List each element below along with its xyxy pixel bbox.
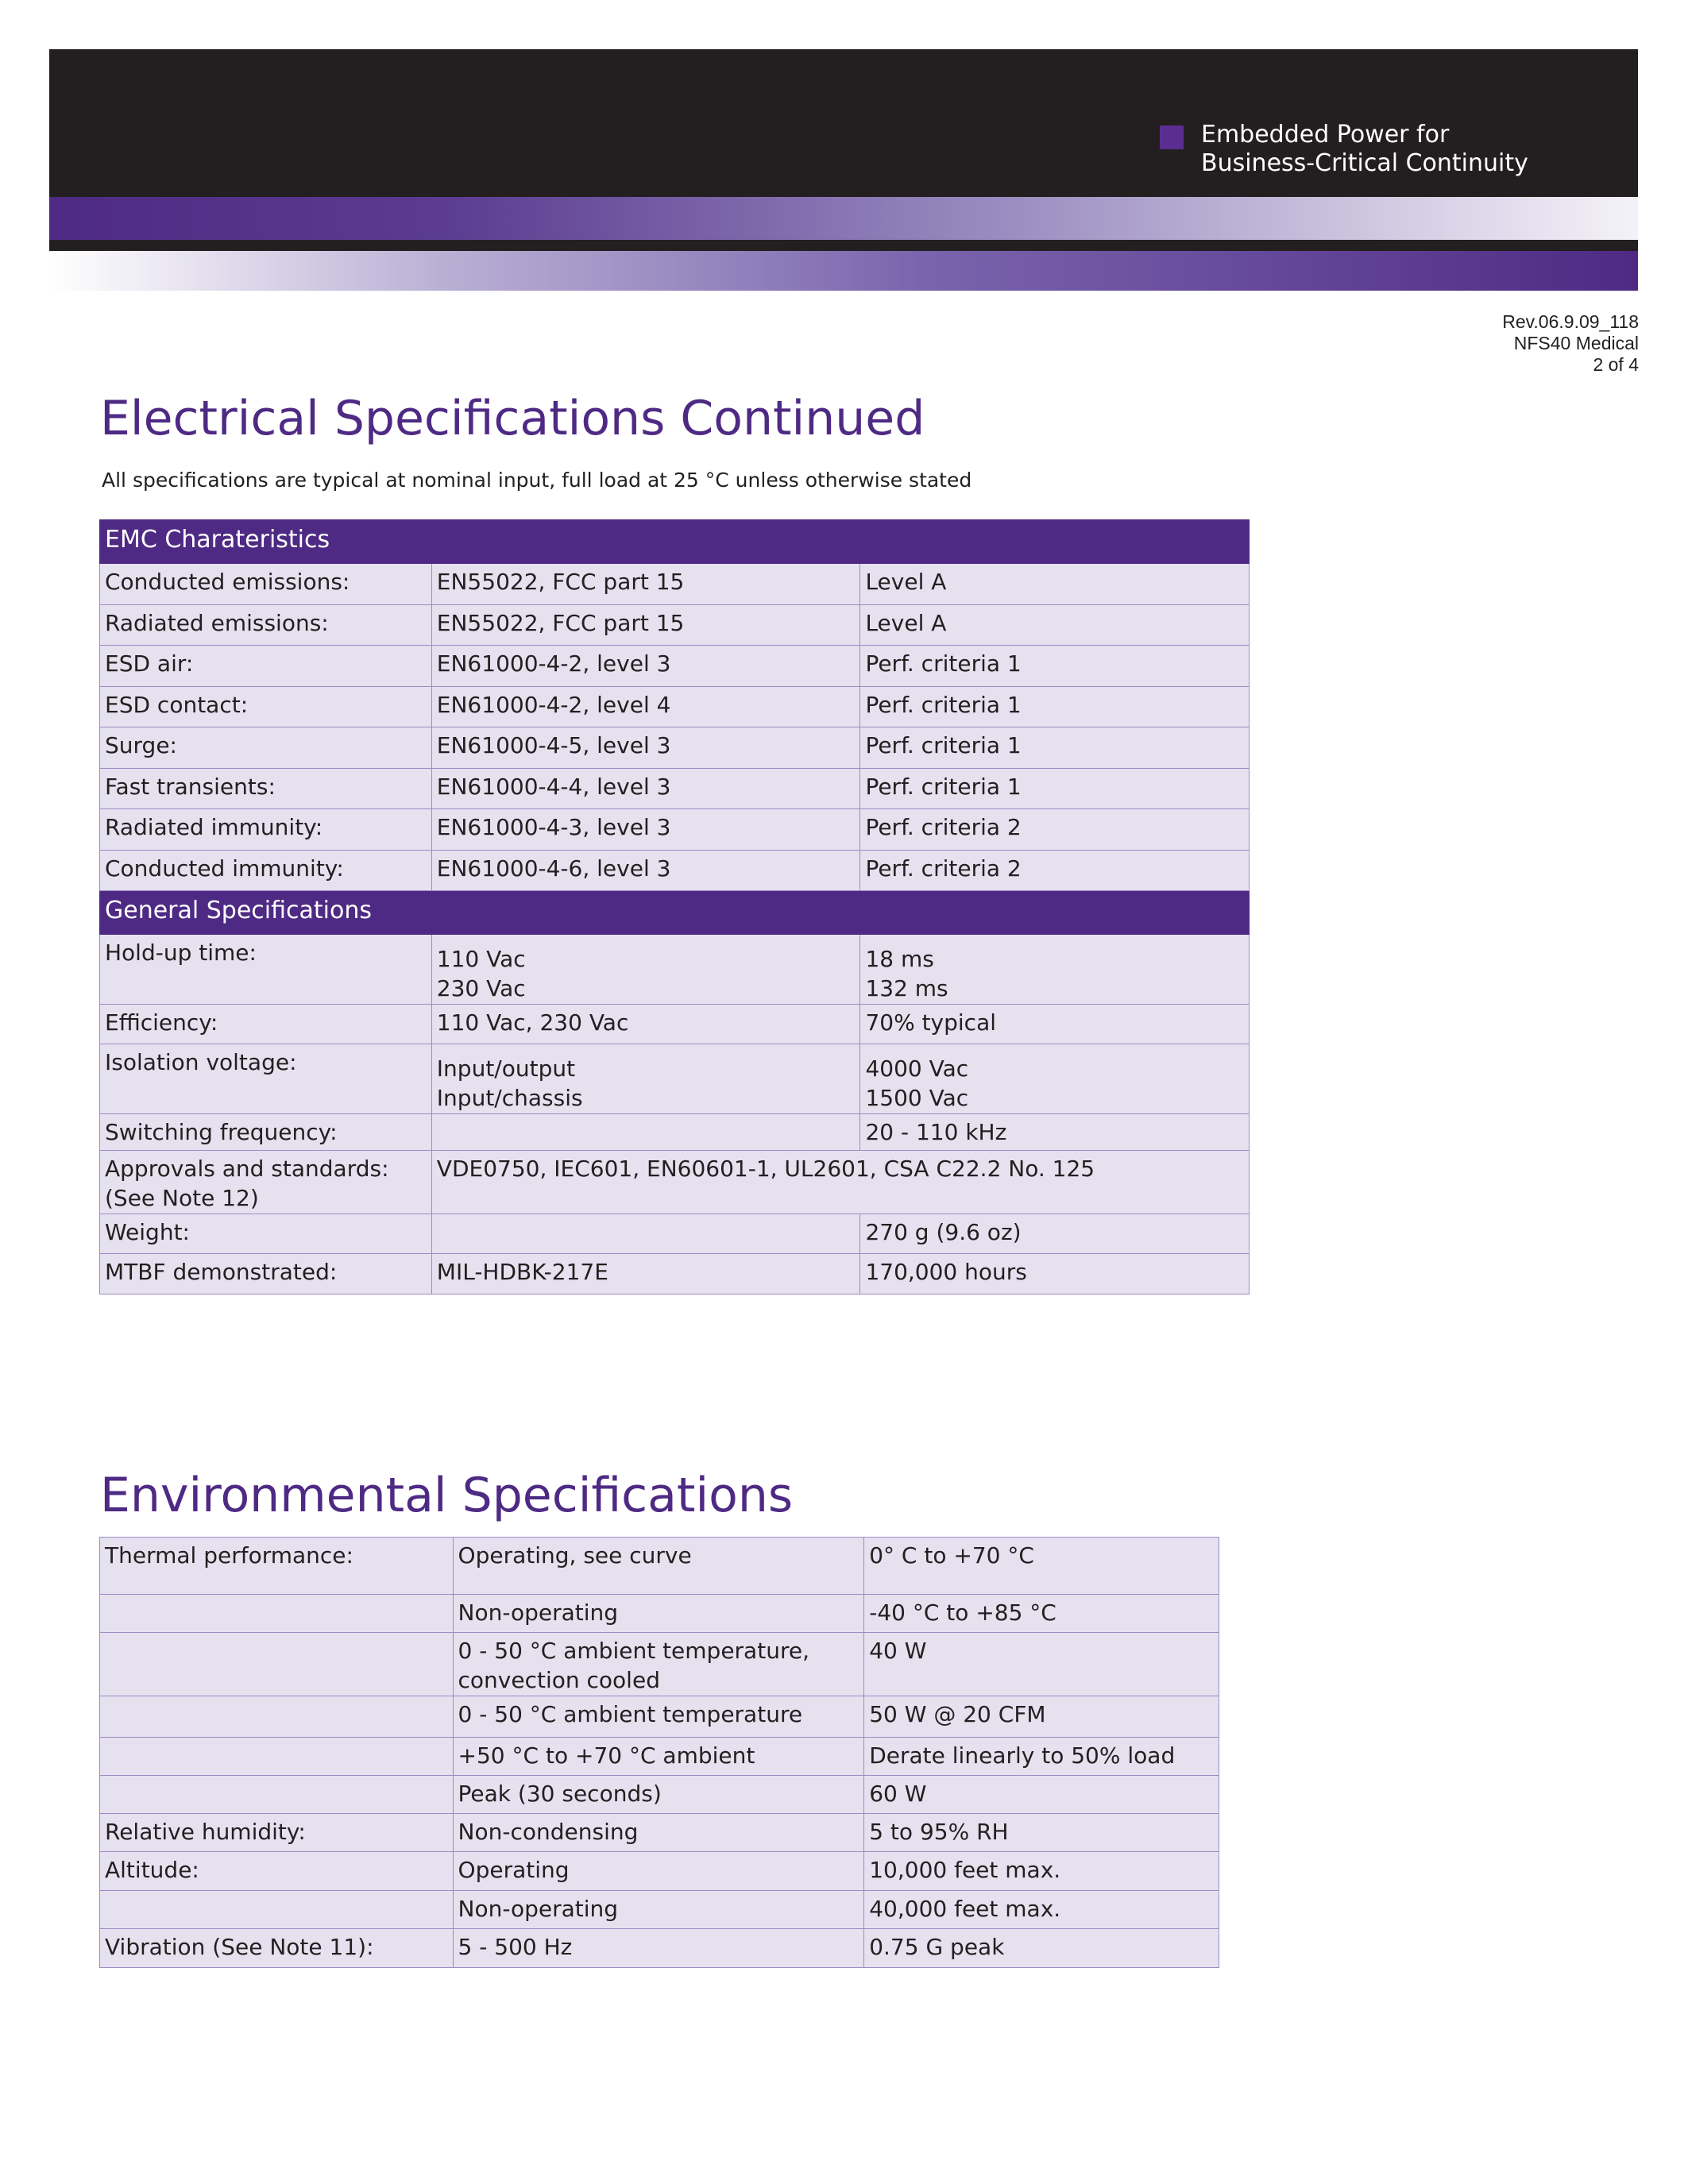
spec-value: 270 g (9.6 oz) — [860, 1214, 1250, 1254]
spec-standard: EN55022, FCC part 15 — [431, 564, 860, 605]
table-row — [100, 850, 1250, 891]
table-row — [100, 935, 1250, 1005]
spec-result: Perf. criteria 2 — [860, 809, 1250, 851]
spec-condition: Input/output Input/chassis — [431, 1044, 860, 1114]
spec-value: 0° C to +70 °C — [864, 1538, 1219, 1595]
spec-value: 20 - 110 kHz — [860, 1114, 1250, 1151]
spec-label: Conducted emissions: — [100, 564, 432, 605]
spec-label — [100, 1891, 454, 1929]
spec-standard: EN55022, FCC part 15 — [431, 604, 860, 646]
spec-value: 18 ms 132 ms — [860, 935, 1250, 1005]
environmental-spec-table — [99, 1537, 1219, 1968]
spec-condition: Non-operating — [453, 1595, 864, 1633]
table-row — [100, 646, 1250, 687]
spec-condition: 110 Vac 230 Vac — [431, 935, 860, 1005]
spec-label: Radiated immunity: — [100, 809, 432, 851]
spec-standard: EN61000-4-3, level 3 — [431, 809, 860, 851]
spec-condition: 110 Vac, 230 Vac — [431, 1005, 860, 1044]
spec-condition: Non-operating — [453, 1891, 864, 1929]
spec-value: 50 W @ 20 CFM — [864, 1696, 1219, 1738]
spec-condition: 0 - 50 °C ambient temperature — [453, 1696, 864, 1738]
table-row — [100, 1595, 1219, 1633]
spec-value: Derate linearly to 50% load — [864, 1738, 1219, 1776]
table-row — [100, 1538, 1219, 1595]
spec-result: Perf. criteria 1 — [860, 727, 1250, 769]
spec-standard: EN61000-4-5, level 3 — [431, 727, 860, 769]
table-row — [100, 1891, 1219, 1929]
section-header-general — [100, 891, 1250, 935]
tagline-line-1: Embedded Power for — [1201, 121, 1450, 149]
spec-label: Vibration (See Note 11): — [100, 1929, 454, 1968]
table-row — [100, 1114, 1250, 1151]
spec-label: Thermal performance: — [100, 1538, 454, 1595]
environmental-title: Environmental Specifications — [100, 1468, 794, 1523]
spec-label: Radiated emissions: — [100, 604, 432, 646]
header-gradient-bar-top — [49, 197, 1638, 240]
table-row — [100, 1696, 1219, 1738]
table-row — [100, 604, 1250, 646]
spec-label: Altitude: — [100, 1852, 454, 1891]
spec-result: Perf. criteria 1 — [860, 686, 1250, 727]
spec-label: ESD air: — [100, 646, 432, 687]
spec-value: 10,000 feet max. — [864, 1852, 1219, 1891]
spec-result: Level A — [860, 564, 1250, 605]
spec-value: 70% typical — [860, 1005, 1250, 1044]
spec-result: Level A — [860, 604, 1250, 646]
spec-condition — [431, 1214, 860, 1254]
product-name: NFS40 Medical — [1513, 333, 1639, 353]
section-header-emc — [100, 520, 1250, 564]
electrical-subtitle: All specifications are typical at nominal input, full load at 25 °C unless otherwise stated — [102, 469, 972, 492]
table-row — [100, 1929, 1219, 1968]
revision-code: Rev.06.9.09_118 — [1502, 311, 1639, 332]
section-title: General Specifications — [100, 891, 1250, 935]
header-gradient-bar-bottom — [49, 251, 1638, 291]
table-row — [100, 1151, 1250, 1214]
spec-condition — [431, 1114, 860, 1151]
table-row — [100, 809, 1250, 851]
spec-label: Surge: — [100, 727, 432, 769]
spec-label: Conducted immunity: — [100, 850, 432, 891]
table-row — [100, 1776, 1219, 1814]
electrical-spec-table — [99, 519, 1250, 1295]
tagline-line-2: Business-Critical Continuity — [1201, 149, 1528, 177]
spec-condition: 5 - 500 Hz — [453, 1929, 864, 1968]
table-row — [100, 1214, 1250, 1254]
table-row — [100, 768, 1250, 809]
spec-condition: MIL-HDBK-217E — [431, 1254, 860, 1295]
spec-value: 0.75 G peak — [864, 1929, 1219, 1968]
spec-label: Hold-up time: — [100, 935, 432, 1005]
table-row — [100, 1852, 1219, 1891]
spec-result: Perf. criteria 2 — [860, 850, 1250, 891]
spec-condition: Operating, see curve — [453, 1538, 864, 1595]
spec-label — [100, 1776, 454, 1814]
spec-condition: Non-condensing — [453, 1814, 864, 1852]
spec-label: MTBF demonstrated: — [100, 1254, 432, 1295]
spec-label — [100, 1633, 454, 1696]
table-row — [100, 1738, 1219, 1776]
spec-label: Approvals and standards: (See Note 12) — [100, 1151, 432, 1214]
brand-square-icon — [1160, 125, 1184, 149]
spec-label: Switching frequency: — [100, 1114, 432, 1151]
spec-label — [100, 1738, 454, 1776]
spec-label: Weight: — [100, 1214, 432, 1254]
table-row — [100, 686, 1250, 727]
spec-standard: EN61000-4-6, level 3 — [431, 850, 860, 891]
spec-condition: 0 - 50 °C ambient temperature, convection cooled — [453, 1633, 864, 1696]
spec-label — [100, 1595, 454, 1633]
table-row — [100, 1814, 1219, 1852]
spec-result: Perf. criteria 1 — [860, 646, 1250, 687]
spec-value: 170,000 hours — [860, 1254, 1250, 1295]
spec-condition: Operating — [453, 1852, 864, 1891]
spec-condition: +50 °C to +70 °C ambient — [453, 1738, 864, 1776]
spec-label: Relative humidity: — [100, 1814, 454, 1852]
page-number: 2 of 4 — [1593, 354, 1639, 375]
spec-label: Isolation voltage: — [100, 1044, 432, 1114]
section-title: EMC Charateristics — [100, 520, 1250, 564]
spec-value: 60 W — [864, 1776, 1219, 1814]
table-row — [100, 1044, 1250, 1114]
spec-value: 40,000 feet max. — [864, 1891, 1219, 1929]
spec-value: 5 to 95% RH — [864, 1814, 1219, 1852]
spec-standard: EN61000-4-2, level 3 — [431, 646, 860, 687]
table-row — [100, 1254, 1250, 1295]
spec-value: 4000 Vac 1500 Vac — [860, 1044, 1250, 1114]
spec-condition: Peak (30 seconds) — [453, 1776, 864, 1814]
spec-standard: EN61000-4-2, level 4 — [431, 686, 860, 727]
spec-label: Efficiency: — [100, 1005, 432, 1044]
spec-label: ESD contact: — [100, 686, 432, 727]
spec-standard: EN61000-4-4, level 3 — [431, 768, 860, 809]
table-row — [100, 727, 1250, 769]
spec-value: 40 W — [864, 1633, 1219, 1696]
table-row — [100, 564, 1250, 605]
spec-value: VDE0750, IEC601, EN60601-1, UL2601, CSA C22.2 No. 125 — [431, 1151, 1249, 1214]
table-row — [100, 1005, 1250, 1044]
revision-info — [1502, 311, 1639, 376]
spec-label — [100, 1696, 454, 1738]
spec-label: Fast transients: — [100, 768, 432, 809]
spec-value: -40 °C to +85 °C — [864, 1595, 1219, 1633]
electrical-title: Electrical Specifications Continued — [100, 391, 925, 446]
spec-result: Perf. criteria 1 — [860, 768, 1250, 809]
table-row — [100, 1633, 1219, 1696]
